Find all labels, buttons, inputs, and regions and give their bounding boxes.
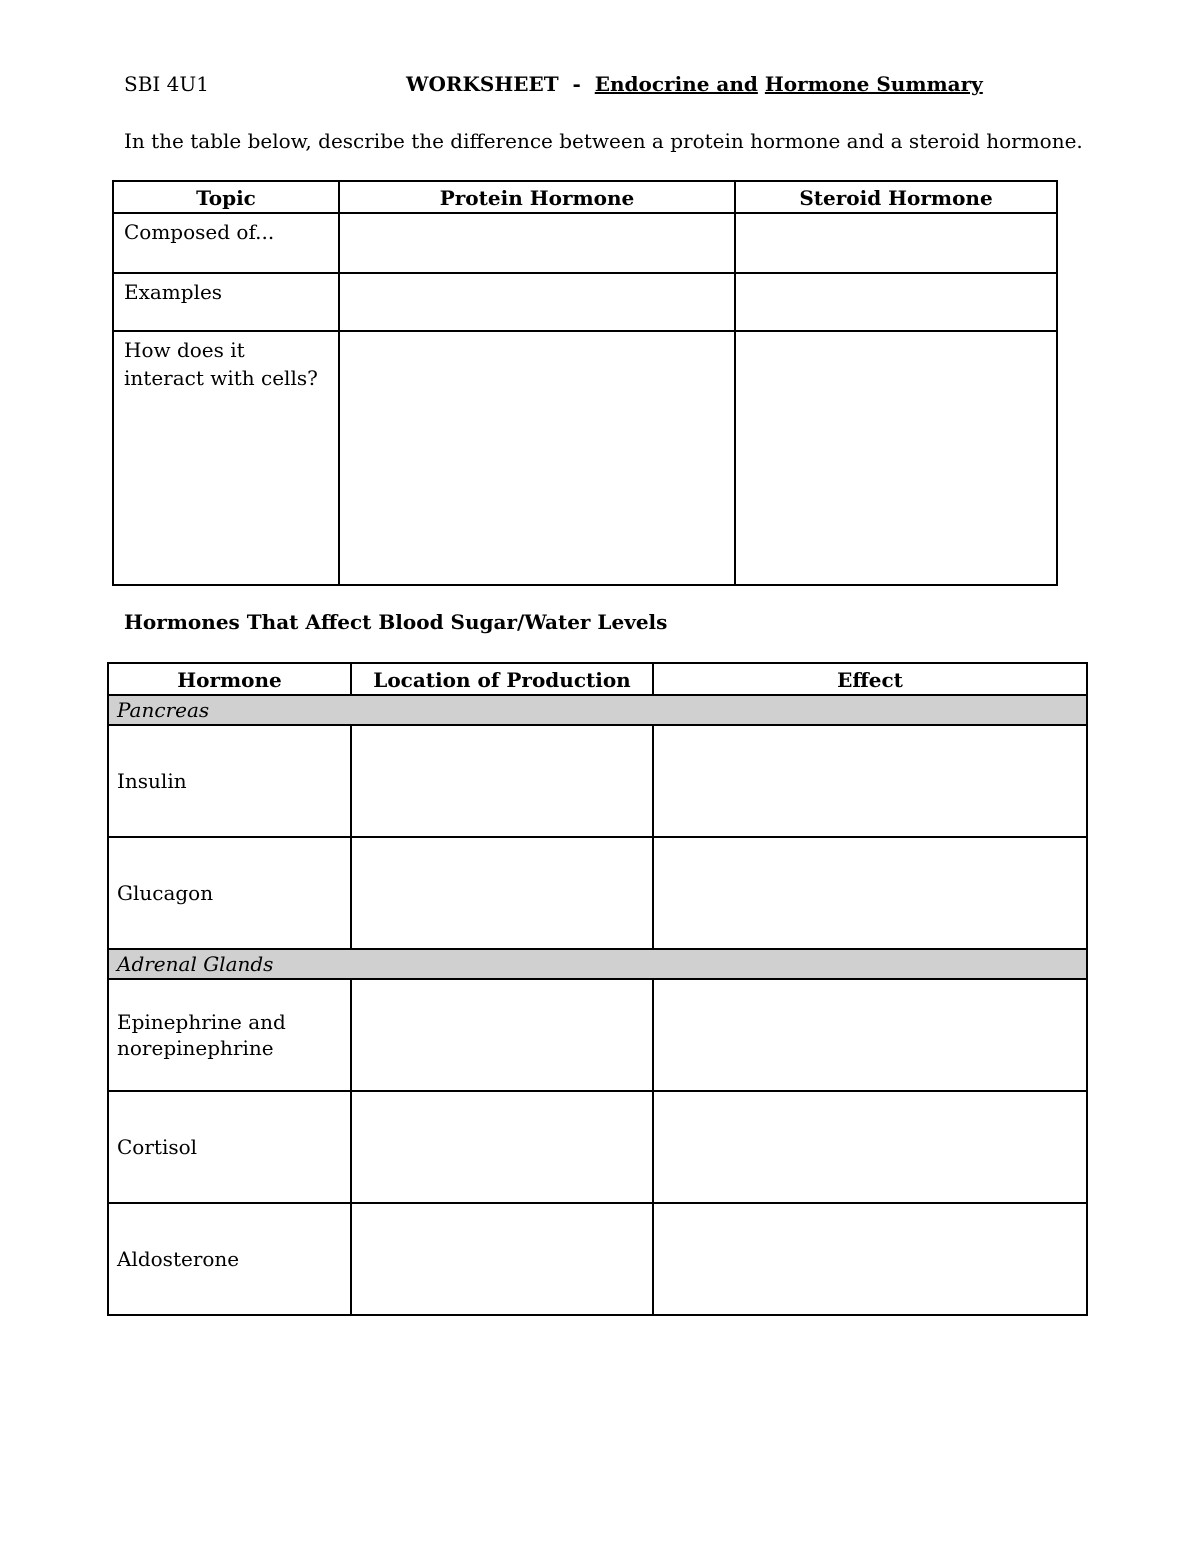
steroid-answer-cell[interactable] [735, 213, 1057, 273]
table-header-row [113, 181, 1057, 213]
header-effect: Effect [653, 663, 1087, 695]
topic-cell: How does it interact with cells? [113, 331, 339, 585]
hormone-name: Insulin [108, 725, 351, 837]
protein-vs-steroid-table [112, 180, 1058, 586]
location-answer-cell[interactable] [351, 1091, 653, 1203]
header-hormone: Hormone [108, 663, 351, 695]
group-row-pancreas [108, 695, 1087, 725]
protein-answer-cell[interactable] [339, 331, 735, 585]
effect-answer-cell[interactable] [653, 1091, 1087, 1203]
table-row [113, 331, 1057, 585]
location-answer-cell[interactable] [351, 1203, 653, 1315]
table-row [108, 725, 1087, 837]
hormone-name: Aldosterone [108, 1203, 351, 1315]
protein-answer-cell[interactable] [339, 213, 735, 273]
effect-answer-cell[interactable] [653, 837, 1087, 949]
header-location: Location of Production [351, 663, 653, 695]
location-answer-cell[interactable] [351, 725, 653, 837]
topic-cell: Examples [113, 273, 339, 331]
table-row [113, 213, 1057, 273]
worksheet-title [406, 72, 983, 96]
group-row-adrenal-glands [108, 949, 1087, 979]
title-prefix: WORKSHEET - [406, 72, 595, 96]
group-label: Pancreas [108, 695, 1087, 725]
table-row [108, 1203, 1087, 1315]
hormone-name: Glucagon [108, 837, 351, 949]
table-row [113, 273, 1057, 331]
table-row [108, 1091, 1087, 1203]
title-part-2: Hormone Summary [764, 72, 983, 96]
hormone-effects-table [107, 662, 1088, 1316]
location-answer-cell[interactable] [351, 837, 653, 949]
steroid-answer-cell[interactable] [735, 331, 1057, 585]
table-row [108, 979, 1087, 1091]
header-steroid-hormone: Steroid Hormone [735, 181, 1057, 213]
steroid-answer-cell[interactable] [735, 273, 1057, 331]
group-label: Adrenal Glands [108, 949, 1087, 979]
effect-answer-cell[interactable] [653, 1203, 1087, 1315]
section-heading: Hormones That Affect Blood Sugar/Water Levels [124, 610, 668, 634]
hormone-name: Epinephrine and norepinephrine [108, 979, 351, 1091]
location-answer-cell[interactable] [351, 979, 653, 1091]
topic-cell: Composed of... [113, 213, 339, 273]
hormone-name: Cortisol [108, 1091, 351, 1203]
effect-answer-cell[interactable] [653, 725, 1087, 837]
effect-answer-cell[interactable] [653, 979, 1087, 1091]
header-protein-hormone: Protein Hormone [339, 181, 735, 213]
table-header-row [108, 663, 1087, 695]
instructions: In the table below, describe the difference between a protein hormone and a steroid hormone. [124, 129, 1083, 153]
header-topic: Topic [113, 181, 339, 213]
course-code: SBI 4U1 [124, 72, 209, 96]
table-row [108, 837, 1087, 949]
title-part-1: Endocrine and [594, 72, 758, 96]
protein-answer-cell[interactable] [339, 273, 735, 331]
